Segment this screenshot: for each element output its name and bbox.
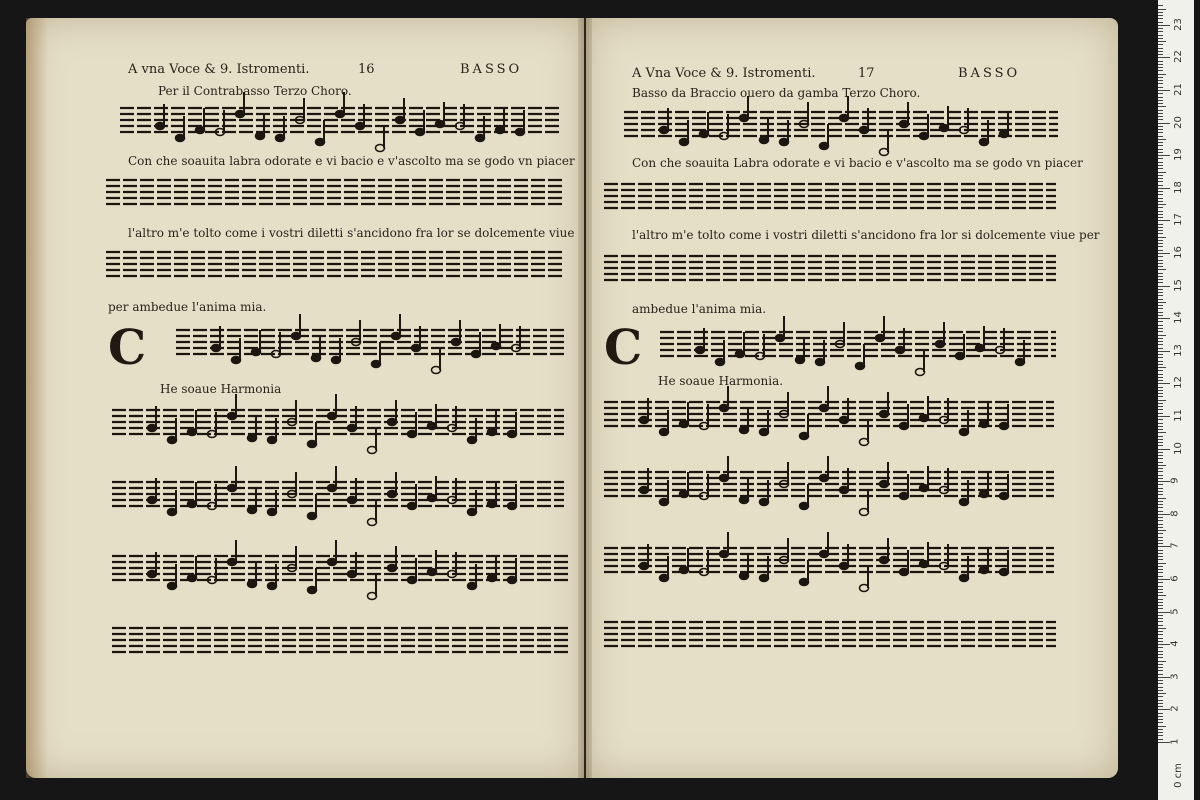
ruler-minor-tick: [1158, 126, 1163, 127]
ruler-major-tick: [1158, 155, 1170, 156]
ruler-minor-tick: [1158, 586, 1163, 587]
right-lyric-line-3: ambedue l'anima mia.: [632, 302, 767, 316]
ruler-minor-tick: [1158, 279, 1163, 280]
ruler-minor-tick: [1158, 478, 1163, 479]
ruler-minor-tick: [1158, 693, 1166, 694]
ruler-minor-tick: [1158, 77, 1163, 78]
ruler-major-tick: [1158, 188, 1170, 189]
ruler-major-tick: [1158, 416, 1170, 417]
ruler-number: 12: [1172, 376, 1184, 390]
left-lyric-line-2: l'altro m'e tolto come i vostri diletti s'ancidono fra lor se dolcemente viue: [128, 226, 575, 240]
ruler-minor-tick: [1158, 266, 1163, 267]
ruler-minor-tick: [1158, 240, 1163, 241]
right-staff-4: [660, 316, 1056, 376]
ruler-minor-tick: [1158, 289, 1163, 290]
ruler-minor-tick: [1158, 87, 1163, 88]
ruler-minor-tick: [1158, 436, 1163, 437]
left-header-title: A vna Voce & 9. Istromenti.: [128, 62, 310, 77]
ruler-minor-tick: [1158, 735, 1163, 736]
ruler-major-tick: [1158, 318, 1170, 319]
ruler-minor-tick: [1158, 83, 1163, 84]
ruler-number: 16: [1172, 246, 1184, 259]
ruler-minor-tick: [1158, 165, 1163, 166]
ruler-minor-tick: [1158, 452, 1163, 453]
ruler-minor-tick: [1158, 618, 1163, 619]
ruler-minor-tick: [1158, 18, 1163, 19]
ruler-minor-tick: [1158, 553, 1163, 554]
ruler-minor-tick: [1158, 328, 1163, 329]
ruler-minor-tick: [1158, 348, 1163, 349]
right-subtitle: Basso da Braccio ouero da gamba Terzo Choro.: [632, 86, 921, 100]
ruler-major-tick: [1158, 220, 1170, 221]
ruler-number: 2: [1169, 705, 1181, 713]
ruler-minor-tick: [1158, 237, 1166, 238]
left-staff-4: [176, 314, 564, 374]
ruler-minor-tick: [1158, 48, 1163, 49]
right-decorated-initial: C: [604, 320, 643, 376]
ruler-major-tick: [1158, 612, 1170, 613]
ruler-minor-tick: [1158, 654, 1163, 655]
ruler-major-tick: [1158, 677, 1170, 678]
ruler-minor-tick: [1158, 204, 1166, 205]
ruler-minor-tick: [1158, 703, 1163, 704]
ruler-minor-tick: [1158, 338, 1163, 339]
ruler-minor-tick: [1158, 299, 1163, 300]
ruler-minor-tick: [1158, 103, 1163, 104]
ruler-minor-tick: [1158, 729, 1163, 730]
ruler-number: 20: [1172, 115, 1184, 129]
ruler-minor-tick: [1158, 657, 1163, 658]
ruler-minor-tick: [1158, 178, 1163, 179]
ruler-number: 10: [1172, 441, 1184, 455]
ruler-minor-tick: [1158, 12, 1163, 13]
right-staff-6: [604, 456, 1054, 516]
ruler-minor-tick: [1158, 475, 1163, 476]
ruler-minor-tick: [1158, 647, 1163, 648]
left-header-part: BASSO: [460, 62, 523, 77]
ruler-minor-tick: [1158, 527, 1163, 528]
ruler-minor-tick: [1158, 608, 1163, 609]
ruler-minor-tick: [1158, 305, 1163, 306]
ruler-minor-tick: [1158, 335, 1166, 336]
ruler-minor-tick: [1158, 162, 1163, 163]
ruler-minor-tick: [1158, 638, 1163, 639]
ruler-minor-tick: [1158, 713, 1163, 714]
ruler-number: 3: [1169, 673, 1181, 680]
ruler-minor-tick: [1158, 484, 1163, 485]
ruler-minor-tick: [1158, 129, 1163, 130]
ruler-minor-tick: [1158, 51, 1163, 52]
ruler-minor-tick: [1158, 706, 1163, 707]
left-staff-3: [106, 252, 564, 276]
ruler-minor-tick: [1158, 403, 1163, 404]
ruler-minor-tick: [1158, 465, 1166, 466]
ruler-minor-tick: [1158, 15, 1163, 16]
ruler-major-tick: [1158, 286, 1170, 287]
ruler-minor-tick: [1158, 576, 1163, 577]
ruler-minor-tick: [1158, 409, 1163, 410]
ruler-minor-tick: [1158, 64, 1163, 65]
ruler-minor-tick: [1158, 367, 1166, 368]
ruler-minor-tick: [1158, 445, 1163, 446]
ruler-minor-tick: [1158, 119, 1163, 120]
left-subtitle: Per il Contrabasso Terzo Choro.: [158, 84, 352, 98]
left-staff-5: [112, 394, 564, 454]
ruler-number: 21: [1172, 83, 1184, 96]
ruler-number: 1: [1169, 738, 1181, 745]
ruler-minor-tick: [1158, 634, 1163, 635]
ruler-minor-tick: [1158, 468, 1163, 469]
ruler-minor-tick: [1158, 664, 1163, 665]
ruler-number: 11: [1172, 409, 1184, 422]
ruler-minor-tick: [1158, 667, 1163, 668]
right-lyric-line-1: Con che soauita Labra odorate e vi bacio e v'ascolto ma se godo vn piacer: [632, 156, 1083, 170]
ruler-minor-tick: [1158, 168, 1163, 169]
ruler-minor-tick: [1158, 22, 1163, 23]
ruler-major-tick: [1158, 351, 1170, 352]
ruler-minor-tick: [1158, 387, 1163, 388]
ruler-minor-tick: [1158, 458, 1163, 459]
ruler-minor-tick: [1158, 462, 1163, 463]
ruler-major-tick: [1158, 644, 1170, 645]
ruler-minor-tick: [1158, 511, 1163, 512]
ruler-minor-tick: [1158, 559, 1163, 560]
ruler-minor-tick: [1158, 54, 1163, 55]
ruler-minor-tick: [1158, 61, 1163, 62]
ruler-minor-tick: [1158, 455, 1163, 456]
left-staff-7: [112, 540, 570, 600]
ruler-number: 8: [1169, 510, 1181, 517]
ruler-minor-tick: [1158, 354, 1163, 355]
ruler-minor-tick: [1158, 31, 1163, 32]
ruler-minor-tick: [1158, 217, 1163, 218]
ruler-major-tick: [1158, 546, 1170, 547]
ruler-major-tick: [1158, 253, 1170, 254]
ruler-minor-tick: [1158, 390, 1163, 391]
ruler-minor-tick: [1158, 722, 1163, 723]
ruler-unit-label: 0 cm: [1172, 763, 1184, 788]
ruler-minor-tick: [1158, 690, 1163, 691]
left-staff-8: [112, 628, 570, 652]
ruler-number: 5: [1169, 607, 1181, 615]
left-staff-6: [112, 466, 564, 526]
ruler-number: 22: [1172, 50, 1184, 64]
ruler-minor-tick: [1158, 116, 1163, 117]
ruler-minor-tick: [1158, 413, 1163, 414]
ruler-minor-tick: [1158, 315, 1163, 316]
ruler-minor-tick: [1158, 621, 1163, 622]
ruler-number: 7: [1169, 542, 1181, 550]
ruler-minor-tick: [1158, 732, 1163, 733]
ruler-minor-tick: [1158, 207, 1163, 208]
ruler-minor-tick: [1158, 321, 1163, 322]
right-page-number: 17: [858, 66, 875, 81]
ruler-minor-tick: [1158, 113, 1163, 114]
ruler-number: 19: [1172, 148, 1184, 162]
left-lyric-line-1: Con che soauita labra odorate e vi bacio e v'ascolto ma se godo vn piacer: [128, 154, 575, 168]
ruler-minor-tick: [1158, 246, 1163, 247]
right-staff-2: [604, 184, 1056, 208]
ruler-minor-tick: [1158, 325, 1163, 326]
ruler-number: 9: [1169, 477, 1181, 484]
ruler-minor-tick: [1158, 423, 1163, 424]
ruler-minor-tick: [1158, 302, 1166, 303]
ruler-minor-tick: [1158, 592, 1163, 593]
ruler-minor-tick: [1158, 719, 1163, 720]
ruler-minor-tick: [1158, 106, 1166, 107]
ruler-minor-tick: [1158, 276, 1163, 277]
ruler-minor-tick: [1158, 380, 1163, 381]
ruler-minor-tick: [1158, 501, 1163, 502]
ruler-minor-tick: [1158, 361, 1163, 362]
ruler-minor-tick: [1158, 292, 1163, 293]
ruler-minor-tick: [1158, 550, 1163, 551]
ruler-minor-tick: [1158, 250, 1163, 251]
ruler-minor-tick: [1158, 602, 1163, 603]
ruler-minor-tick: [1158, 426, 1163, 427]
ruler-minor-tick: [1158, 683, 1163, 684]
right-lyric-line-2: l'altro m'e tolto come i vostri diletti s'ancidono fra lor si dolcemente viue per: [632, 228, 1100, 242]
measurement-ruler: [1158, 0, 1194, 800]
ruler-minor-tick: [1158, 260, 1163, 261]
ruler-minor-tick: [1158, 93, 1163, 94]
ruler-major-tick: [1158, 383, 1170, 384]
ruler-major-tick: [1158, 514, 1170, 515]
right-staff-8: [604, 622, 1056, 646]
ruler-minor-tick: [1158, 566, 1163, 567]
ruler-minor-tick: [1158, 595, 1166, 596]
ruler-minor-tick: [1158, 67, 1163, 68]
ruler-major-tick: [1158, 25, 1170, 26]
ruler-minor-tick: [1158, 263, 1163, 264]
ruler-minor-tick: [1158, 100, 1163, 101]
ruler-minor-tick: [1158, 406, 1163, 407]
ruler-minor-tick: [1158, 670, 1163, 671]
ruler-minor-tick: [1158, 393, 1163, 394]
ruler-minor-tick: [1158, 726, 1166, 727]
ruler-minor-tick: [1158, 70, 1163, 71]
ruler-major-tick: [1158, 579, 1170, 580]
ruler-minor-tick: [1158, 374, 1163, 375]
ruler-minor-tick: [1158, 185, 1163, 186]
ruler-minor-tick: [1158, 256, 1163, 257]
ruler-minor-tick: [1158, 97, 1163, 98]
ruler-minor-tick: [1158, 28, 1163, 29]
ruler-minor-tick: [1158, 400, 1166, 401]
ruler-minor-tick: [1158, 498, 1166, 499]
ruler-minor-tick: [1158, 136, 1163, 137]
ruler-minor-tick: [1158, 158, 1163, 159]
left-page-number: 16: [358, 62, 375, 77]
ruler-minor-tick: [1158, 661, 1166, 662]
left-staff-1: [120, 92, 560, 152]
ruler-minor-tick: [1158, 530, 1166, 531]
ruler-number: 15: [1172, 278, 1184, 292]
ruler-minor-tick: [1158, 628, 1166, 629]
ruler-minor-tick: [1158, 172, 1166, 173]
ruler-minor-tick: [1158, 589, 1163, 590]
ruler-minor-tick: [1158, 631, 1163, 632]
ruler-minor-tick: [1158, 680, 1163, 681]
ruler-minor-tick: [1158, 651, 1163, 652]
ruler-number: 14: [1172, 311, 1184, 325]
right-staff-5: [604, 386, 1054, 446]
ruler-minor-tick: [1158, 35, 1163, 36]
ruler-minor-tick: [1158, 442, 1163, 443]
ruler-minor-tick: [1158, 543, 1163, 544]
ruler-minor-tick: [1158, 198, 1163, 199]
ruler-minor-tick: [1158, 540, 1163, 541]
right-staff-1: [624, 96, 1058, 156]
ruler-minor-tick: [1158, 273, 1163, 274]
ruler-minor-tick: [1158, 429, 1163, 430]
left-lyric-line-4: He soaue Harmonia: [160, 382, 282, 396]
ruler-minor-tick: [1158, 396, 1163, 397]
ruler-number: 17: [1172, 213, 1184, 227]
right-lyric-line-4: He soaue Harmonia.: [658, 374, 784, 388]
ruler-number: 18: [1172, 180, 1184, 194]
ruler-minor-tick: [1158, 175, 1163, 176]
ruler-minor-tick: [1158, 687, 1163, 688]
ruler-minor-tick: [1158, 599, 1163, 600]
ruler-minor-tick: [1158, 194, 1163, 195]
ruler-minor-tick: [1158, 696, 1163, 697]
ruler-minor-tick: [1158, 181, 1163, 182]
ruler-minor-tick: [1158, 739, 1163, 740]
ruler-minor-tick: [1158, 582, 1163, 583]
ruler-minor-tick: [1158, 243, 1163, 244]
ruler-minor-tick: [1158, 74, 1166, 75]
ruler-major-tick: [1158, 481, 1170, 482]
ruler-minor-tick: [1158, 9, 1166, 10]
ruler-major-tick: [1158, 742, 1170, 743]
ruler-minor-tick: [1158, 214, 1163, 215]
ruler-minor-tick: [1158, 370, 1163, 371]
ruler-minor-tick: [1158, 517, 1163, 518]
ruler-minor-tick: [1158, 139, 1166, 140]
ruler-minor-tick: [1158, 572, 1163, 573]
ruler-number: 4: [1169, 640, 1181, 647]
ruler-minor-tick: [1158, 5, 1163, 6]
ruler-minor-tick: [1158, 556, 1163, 557]
ruler-minor-tick: [1158, 227, 1163, 228]
ruler-minor-tick: [1158, 533, 1163, 534]
ruler-minor-tick: [1158, 41, 1166, 42]
ruler-minor-tick: [1158, 191, 1163, 192]
ruler-minor-tick: [1158, 520, 1163, 521]
ruler-minor-tick: [1158, 331, 1163, 332]
ruler-minor-tick: [1158, 344, 1163, 345]
ruler-minor-tick: [1158, 230, 1163, 231]
ruler-minor-tick: [1158, 282, 1163, 283]
ruler-number: 13: [1172, 343, 1184, 357]
ruler-minor-tick: [1158, 44, 1163, 45]
ruler-minor-tick: [1158, 605, 1163, 606]
ruler-minor-tick: [1158, 488, 1163, 489]
ruler-minor-tick: [1158, 233, 1163, 234]
ruler-minor-tick: [1158, 439, 1163, 440]
ruler-minor-tick: [1158, 132, 1163, 133]
ruler-minor-tick: [1158, 419, 1163, 420]
left-lyric-line-3: per ambedue l'anima mia.: [108, 300, 267, 314]
ruler-minor-tick: [1158, 716, 1163, 717]
ruler-minor-tick: [1158, 145, 1163, 146]
ruler-number: 23: [1172, 17, 1184, 31]
ruler-minor-tick: [1158, 471, 1163, 472]
ruler-minor-tick: [1158, 364, 1163, 365]
ruler-major-tick: [1158, 90, 1170, 91]
ruler-minor-tick: [1158, 494, 1163, 495]
ruler-minor-tick: [1158, 341, 1163, 342]
ruler-minor-tick: [1158, 211, 1163, 212]
right-staff-7: [604, 532, 1054, 592]
ruler-minor-tick: [1158, 152, 1163, 153]
ruler-minor-tick: [1158, 641, 1163, 642]
right-header-title: A Vna Voce & 9. Istromenti.: [632, 66, 816, 81]
ruler-minor-tick: [1158, 357, 1163, 358]
ruler-minor-tick: [1158, 569, 1163, 570]
ruler-major-tick: [1158, 57, 1170, 58]
ruler-minor-tick: [1158, 80, 1163, 81]
ruler-minor-tick: [1158, 432, 1166, 433]
right-header-part: BASSO: [958, 66, 1021, 81]
ruler-minor-tick: [1158, 507, 1163, 508]
ruler-minor-tick: [1158, 149, 1163, 150]
ruler-minor-tick: [1158, 524, 1163, 525]
ruler-minor-tick: [1158, 201, 1163, 202]
ruler-minor-tick: [1158, 615, 1163, 616]
ruler-minor-tick: [1158, 110, 1163, 111]
ruler-minor-tick: [1158, 224, 1163, 225]
ruler-minor-tick: [1158, 38, 1163, 39]
ruler-minor-tick: [1158, 537, 1163, 538]
ruler-major-tick: [1158, 709, 1170, 710]
ruler-minor-tick: [1158, 308, 1163, 309]
left-decorated-initial: C: [108, 320, 147, 376]
ruler-major-tick: [1158, 449, 1170, 450]
ruler-minor-tick: [1158, 674, 1163, 675]
ruler-number: 6: [1169, 575, 1181, 582]
ruler-minor-tick: [1158, 504, 1163, 505]
ruler-minor-tick: [1158, 142, 1163, 143]
ruler-minor-tick: [1158, 295, 1163, 296]
left-staff-2: [106, 180, 564, 204]
ruler-minor-tick: [1158, 625, 1163, 626]
right-staff-3: [604, 256, 1056, 280]
ruler-minor-tick: [1158, 491, 1163, 492]
ruler-minor-tick: [1158, 312, 1163, 313]
ruler-minor-tick: [1158, 377, 1163, 378]
ruler-minor-tick: [1158, 269, 1166, 270]
ruler-minor-tick: [1158, 700, 1163, 701]
ruler-minor-tick: [1158, 563, 1166, 564]
ruler-major-tick: [1158, 123, 1170, 124]
